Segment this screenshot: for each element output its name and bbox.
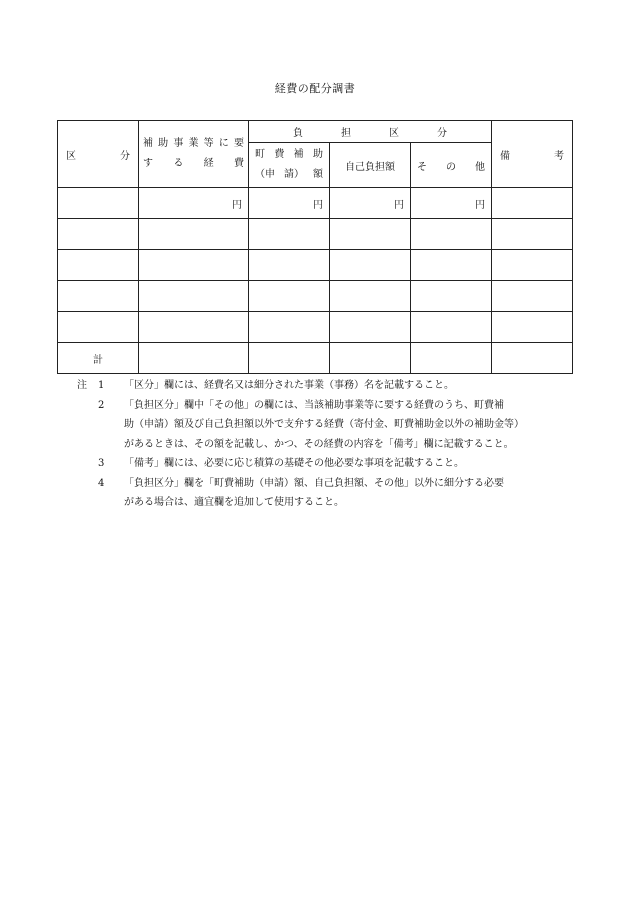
cell: [330, 250, 411, 281]
note-prefix: [77, 396, 98, 455]
cell: [411, 312, 492, 343]
note-line: 助（申請）額及び自己負担額以外で支弁する経費（寄付金、町費補助金以外の補助金等）: [124, 419, 524, 430]
cell: [58, 250, 139, 281]
cell: [139, 312, 249, 343]
header-category: 区 分: [58, 121, 139, 188]
note-1: [77, 376, 577, 396]
cell: [330, 312, 411, 343]
note-line: 「負担区分」欄を「町費補助（申請）額、自己負担額、その他」以外に細分する必要: [124, 477, 504, 489]
note-number: 4: [98, 477, 105, 489]
note-3: [77, 454, 577, 474]
table-row: [58, 250, 573, 281]
note-number: 3: [98, 458, 105, 469]
note-prefix: 注: [77, 380, 87, 391]
note-line: 「負担区分」欄中「その他」の欄には、当該補助事業等に要する経費のうち、町費補: [124, 399, 504, 411]
cell-category: [58, 188, 139, 219]
note-line: があるときは、その額を記載し、かつ、その経費の内容を「備考」欄に記載すること。: [124, 438, 514, 450]
cell: [58, 219, 139, 250]
cell: [58, 281, 139, 312]
note-4: [77, 474, 577, 513]
header-town-line1: 町 費 補 助: [255, 149, 323, 160]
cell: [249, 312, 330, 343]
cell: [249, 343, 330, 374]
notes: [77, 376, 577, 513]
header-expense-line2: す る 経 費: [143, 158, 244, 169]
unit-self-burden: 円: [330, 188, 411, 219]
note-number: 1: [98, 380, 105, 391]
cell: [492, 281, 573, 312]
header-burden: 負 担 区 分: [249, 121, 492, 143]
cell: [139, 343, 249, 374]
cell: [249, 250, 330, 281]
cell: [492, 312, 573, 343]
unit-town-subsidy: 円: [249, 188, 330, 219]
cell: [139, 219, 249, 250]
unit-other: 円: [411, 188, 492, 219]
note-number: 2: [98, 399, 105, 411]
header-town-line2: （申 請） 額: [255, 169, 323, 180]
table-row: [58, 219, 573, 250]
header-expense-line1: 補 助 事 業 等 に 要: [143, 138, 244, 149]
unit-expense: 円: [139, 188, 249, 219]
unit-row: [58, 188, 573, 219]
note-2: [77, 396, 577, 455]
cell-remarks: [492, 188, 573, 219]
header-self-burden: 自己負担額: [330, 143, 411, 188]
total-row: [58, 343, 573, 374]
header-town-subsidy: [249, 143, 330, 188]
cell: [492, 219, 573, 250]
note-line: 「備考」欄には、必要に応じ積算の基礎その他必要な事項を記載すること。: [124, 458, 464, 469]
note-line: 「区分」欄には、経費名又は細分された事業（事務）名を記載すること。: [124, 380, 454, 391]
note-line: がある場合は、適宜欄を追加して使用すること。: [124, 497, 344, 508]
cell: [330, 281, 411, 312]
header-remarks: 備 考: [492, 121, 573, 188]
cell: [249, 281, 330, 312]
cell: [249, 219, 330, 250]
cell: [330, 219, 411, 250]
header-expense: [139, 121, 249, 188]
header-row-1: [58, 121, 573, 143]
cell: [492, 343, 573, 374]
cell: [330, 343, 411, 374]
cell: [411, 219, 492, 250]
cell: [58, 312, 139, 343]
cell: [411, 281, 492, 312]
cell: [139, 281, 249, 312]
note-prefix: [77, 454, 98, 474]
cell: [139, 250, 249, 281]
cell: [492, 250, 573, 281]
table-row: [58, 312, 573, 343]
header-other: そ の 他: [411, 143, 492, 188]
table-row: [58, 281, 573, 312]
page-title: 経費の配分調書: [274, 82, 356, 95]
expense-allocation-table: [57, 120, 573, 374]
cell: [411, 250, 492, 281]
note-prefix: [77, 474, 98, 513]
cell: [411, 343, 492, 374]
total-label: 計: [58, 343, 139, 374]
